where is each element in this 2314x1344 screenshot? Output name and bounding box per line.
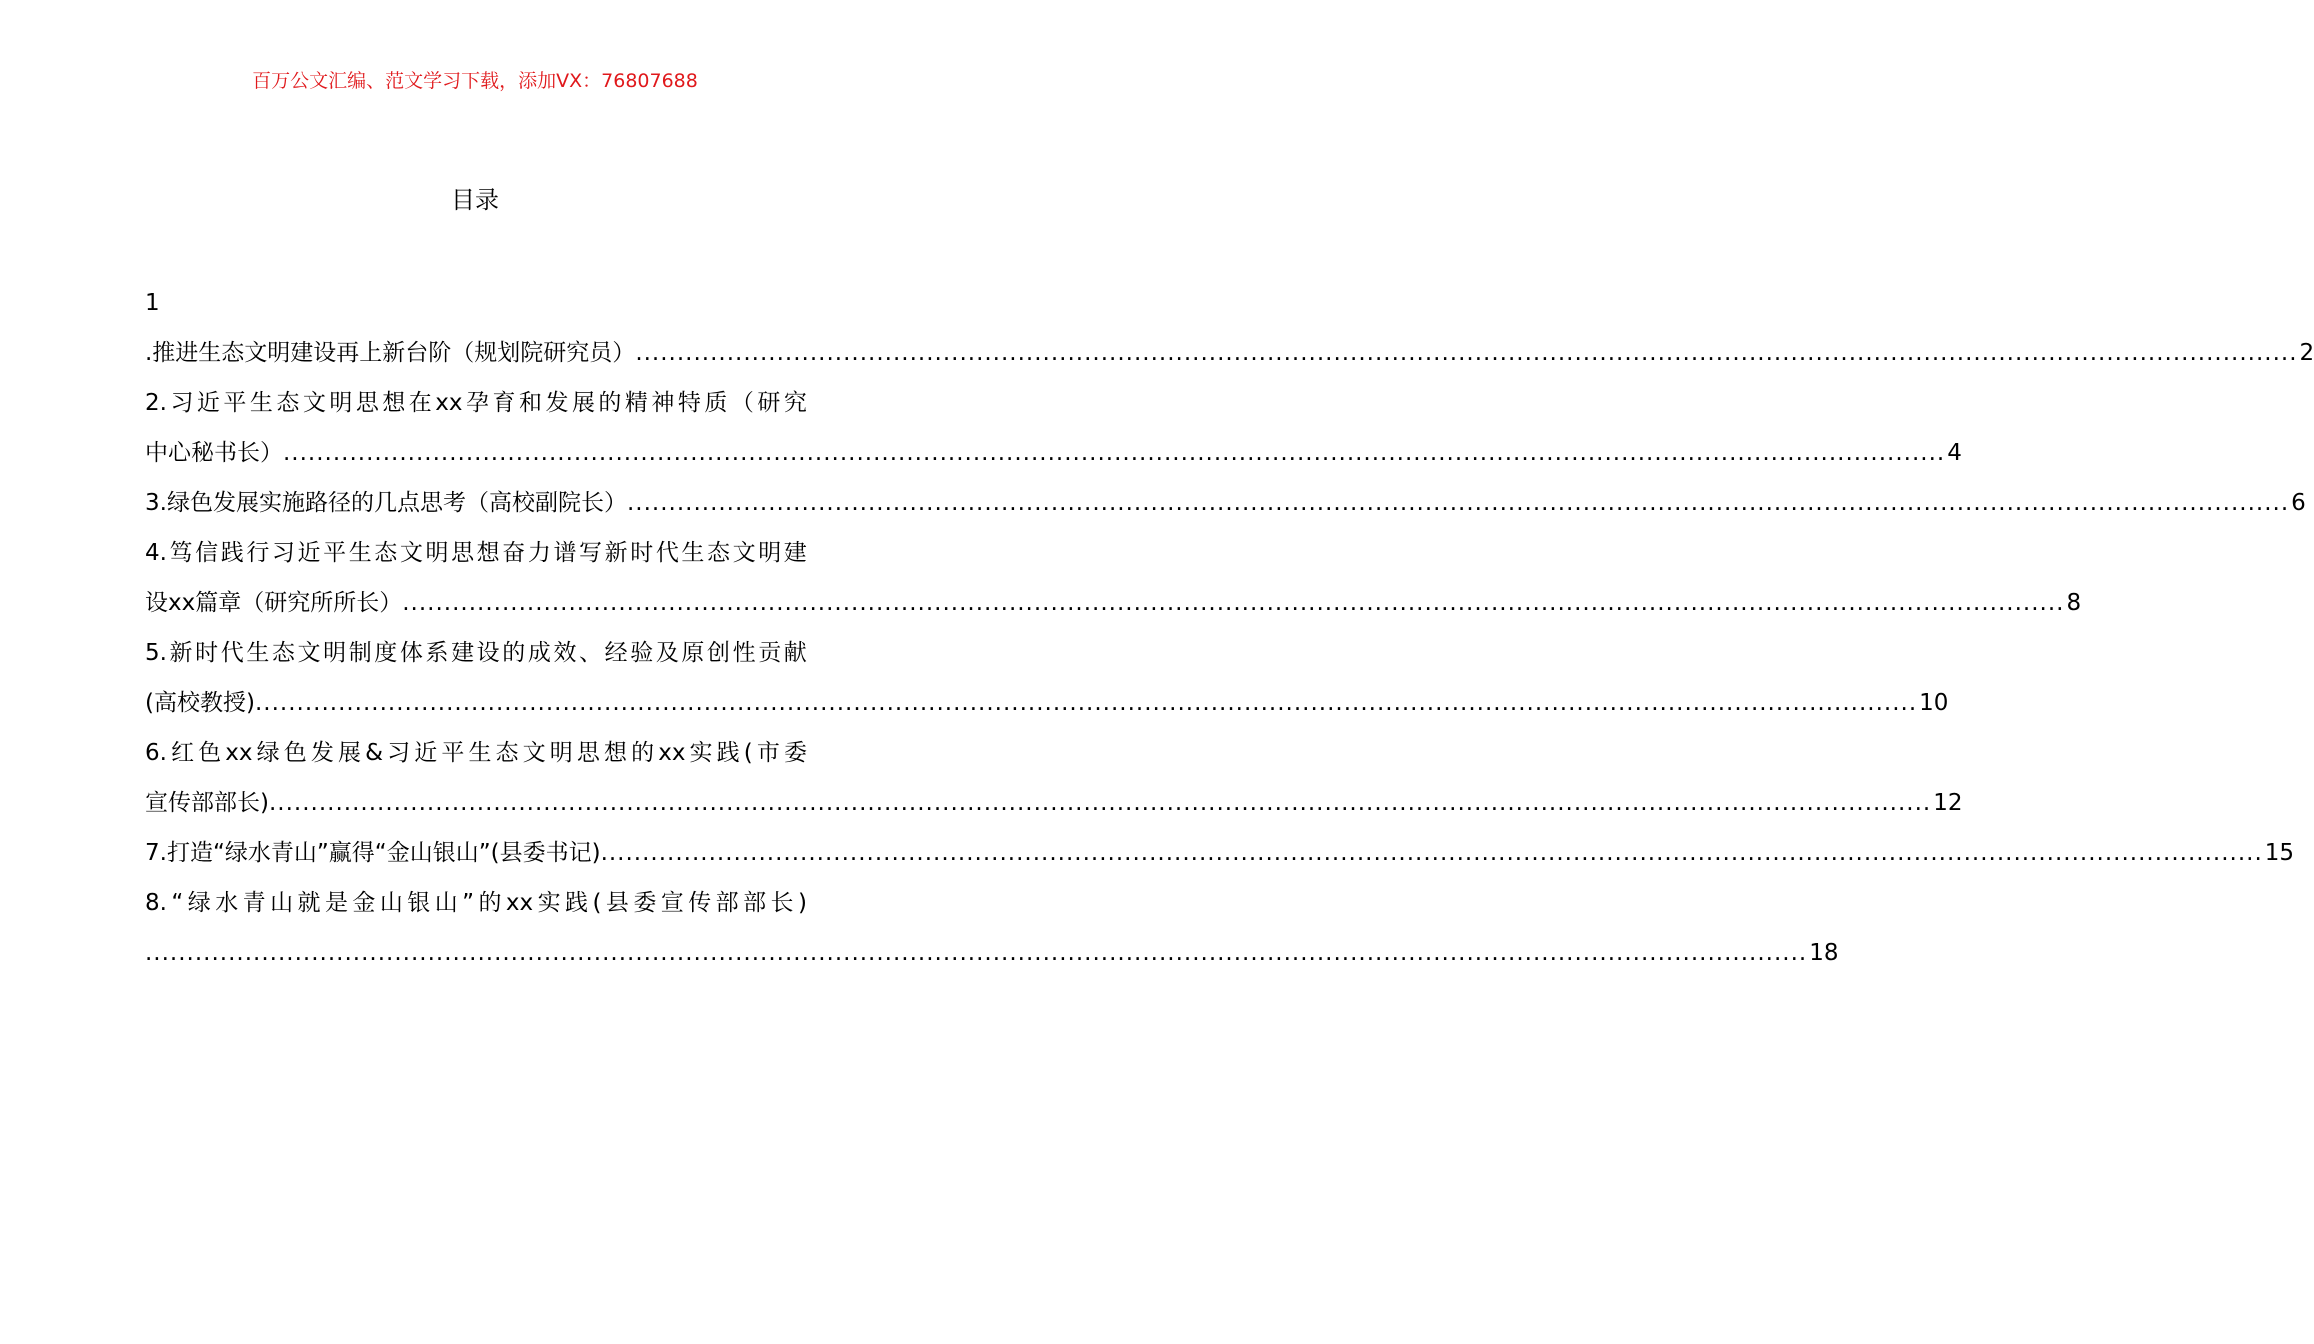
toc-entry-line: [145, 928, 1839, 978]
toc-dot-leader: ........................................................................................................................................................................................................: [145, 940, 1808, 966]
toc-entry-title: .推进生态文明建设再上新台阶（规划院研究员）: [145, 340, 636, 366]
page-title: 目录: [451, 186, 499, 214]
toc-page-number: 2: [2299, 340, 2314, 366]
toc-entry-line: [145, 778, 1963, 828]
toc-entry-title: 中心秘书长）: [145, 440, 283, 466]
toc-entry-line: 6. 红 色 xx 绿 色 发 展 & 习 近 平 生 态 文 明 思 想 的 xx 实 践 ( 市 委: [145, 740, 807, 766]
toc-entry[interactable]: [145, 828, 2295, 878]
toc-entry[interactable]: [145, 728, 1963, 828]
toc-entry[interactable]: [145, 628, 1949, 728]
header-note: 百万公文汇编、范文学习下载，添加VX：76807688: [252, 70, 698, 92]
toc-entry-line: 2. 习 近 平 生 态 文 明 思 想 在 xx 孕 育 和 发 展 的 精 神 特 质 （ 研 究: [145, 390, 807, 416]
toc-entry-line: [145, 478, 2306, 528]
toc-entry-line: 8. “ 绿 水 青 山 就 是 金 山 银 山 ” 的 xx 实 践 ( 县 委 宣 传 部 部 长 ): [145, 890, 807, 916]
toc-entry-title: (高校教授): [145, 690, 255, 716]
toc-page-number: 6: [2291, 490, 2306, 516]
toc-page-number: 18: [1809, 940, 1839, 966]
toc-entry-title: 3.绿色发展实施路径的几点思考（高校副院长）: [145, 490, 627, 516]
toc-entry[interactable]: [145, 378, 1962, 478]
toc-entry-line: 5. 新 时 代 生 态 文 明 制 度 体 系 建 设 的 成 效 、 经 验 及 原 创 性 贡 献: [145, 640, 807, 666]
toc-lead-number: 1: [145, 290, 160, 316]
toc-entry[interactable]: [145, 878, 1839, 978]
toc-page-number: 8: [2066, 590, 2082, 616]
toc-entry-line: 4. 笃 信 践 行 习 近 平 生 态 文 明 思 想 奋 力 谱 写 新 时 代 生 态 文 明 建: [145, 540, 807, 566]
toc-entry-line: [145, 828, 2295, 878]
toc-page-number: 12: [1933, 790, 1963, 816]
toc-entry-title: 宣传部部长): [145, 790, 269, 816]
toc-entry-title: 7.打造“绿水青山”赢得“金山银山”(县委书记): [145, 840, 601, 866]
toc-dot-leader: ........................................................................................................................................................................................................: [283, 440, 1946, 466]
toc-dot-leader: ........................................................................................................................................................................................................: [402, 590, 2065, 616]
toc-dot-leader: ........................................................................................................................................................................................................: [635, 340, 2298, 366]
toc-entry-line: [145, 328, 2314, 378]
toc-entry-line: [145, 578, 2082, 628]
table-of-contents: [145, 278, 2314, 978]
toc-entry[interactable]: [145, 478, 2306, 528]
toc-entry[interactable]: [145, 528, 2082, 628]
toc-dot-leader: ........................................................................................................................................................................................................: [268, 790, 1932, 816]
toc-dot-leader: ........................................................................................................................................................................................................: [600, 840, 2263, 866]
toc-entry-line: [145, 678, 1949, 728]
toc-page-number: 15: [2264, 840, 2295, 866]
toc-entries: [145, 328, 2314, 978]
toc-entry-title: 设xx篇章（研究所所长）: [145, 590, 403, 616]
toc-page-number: 10: [1919, 690, 1949, 716]
toc-dot-leader: ........................................................................................................................................................................................................: [254, 690, 1918, 716]
toc-entry[interactable]: [145, 328, 2314, 378]
toc-entry-line: [145, 428, 1962, 478]
toc-dot-leader: ........................................................................................................................................................................................................: [626, 490, 2290, 516]
toc-page-number: 4: [1947, 440, 1962, 466]
